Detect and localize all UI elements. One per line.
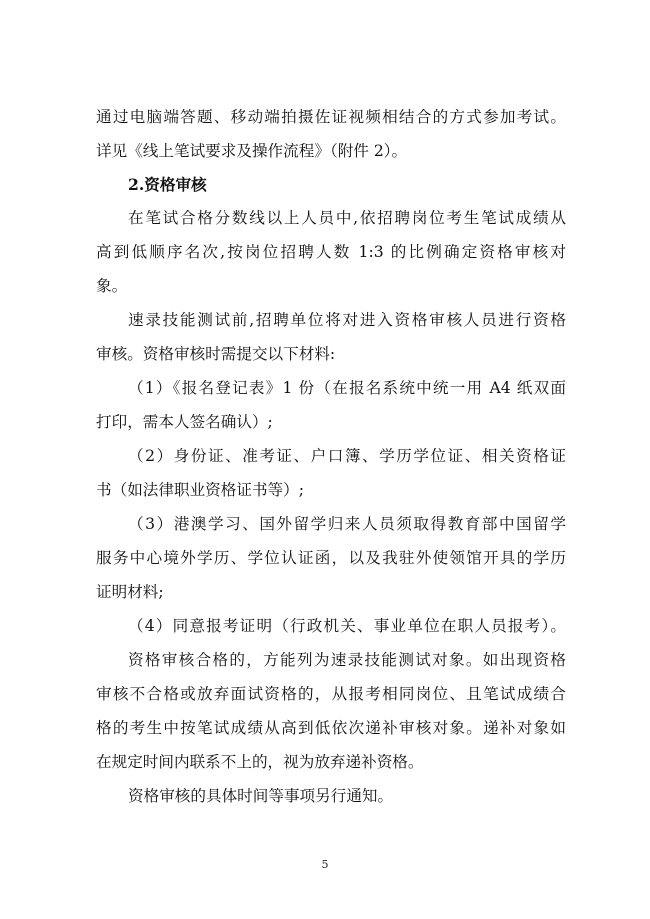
paragraph-line: 高到低顺序名次,按岗位招聘人数 1:3 的比例确定资格审核对 [96, 243, 566, 261]
list-item-line: （1）《报名登记表》1 份（在报名系统中统一用 A4 纸双面 [128, 379, 566, 397]
paragraph-line: 资格审核合格的，方能列为速录技能测试对象。如出现资格 [128, 651, 566, 669]
paragraph-line: 审核不合格或放弃面试资格的，从报考相同岗位、且笔试成绩合 [96, 685, 566, 703]
paragraph-line: 资格审核的具体时间等事项另行通知。 [128, 787, 394, 805]
list-item-line: 打印，需本人签名确认）; [96, 413, 273, 431]
list-item-line: （3）港澳学习、国外留学归来人员须取得教育部中国留学 [128, 515, 566, 533]
list-item-line: 证明材料; [96, 583, 164, 601]
section-heading: 2.资格审核 [128, 175, 207, 194]
list-item-line: 书（如法律职业资格证书等）; [96, 481, 304, 499]
paragraph-line: 详见《线上笔试要求及操作流程》（附件 2）。 [96, 142, 408, 160]
paragraph-line: 审核。资格审核时需提交以下材料: [96, 345, 336, 363]
paragraph-line: 在笔试合格分数线以上人员中,依招聘岗位考生笔试成绩从 [128, 209, 566, 227]
paragraph-line: 速录技能测试前,招聘单位将对进入资格审核人员进行资格 [128, 311, 566, 329]
paragraph-line: 象。 [96, 277, 128, 295]
paragraph-line: 格的考生中按笔试成绩从高到低依次递补审核对象。递补对象如 [96, 719, 566, 737]
paragraph-line: 在规定时间内联系不上的，视为放弃递补资格。 [96, 753, 424, 771]
paragraph-line: 通过电脑端答题、移动端拍摄佐证视频相结合的方式参加考试。 [96, 108, 566, 126]
page-number: 5 [321, 858, 329, 871]
list-item-line: （2）身份证、准考证、户口簿、学历学位证、相关资格证 [128, 447, 566, 465]
list-item-line: （4）同意报考证明（行政机关、事业单位在职人员报考）。 [128, 617, 566, 635]
list-item-line: 服务中心境外学历、学位认证函，以及我驻外使领馆开具的学历 [96, 549, 566, 567]
